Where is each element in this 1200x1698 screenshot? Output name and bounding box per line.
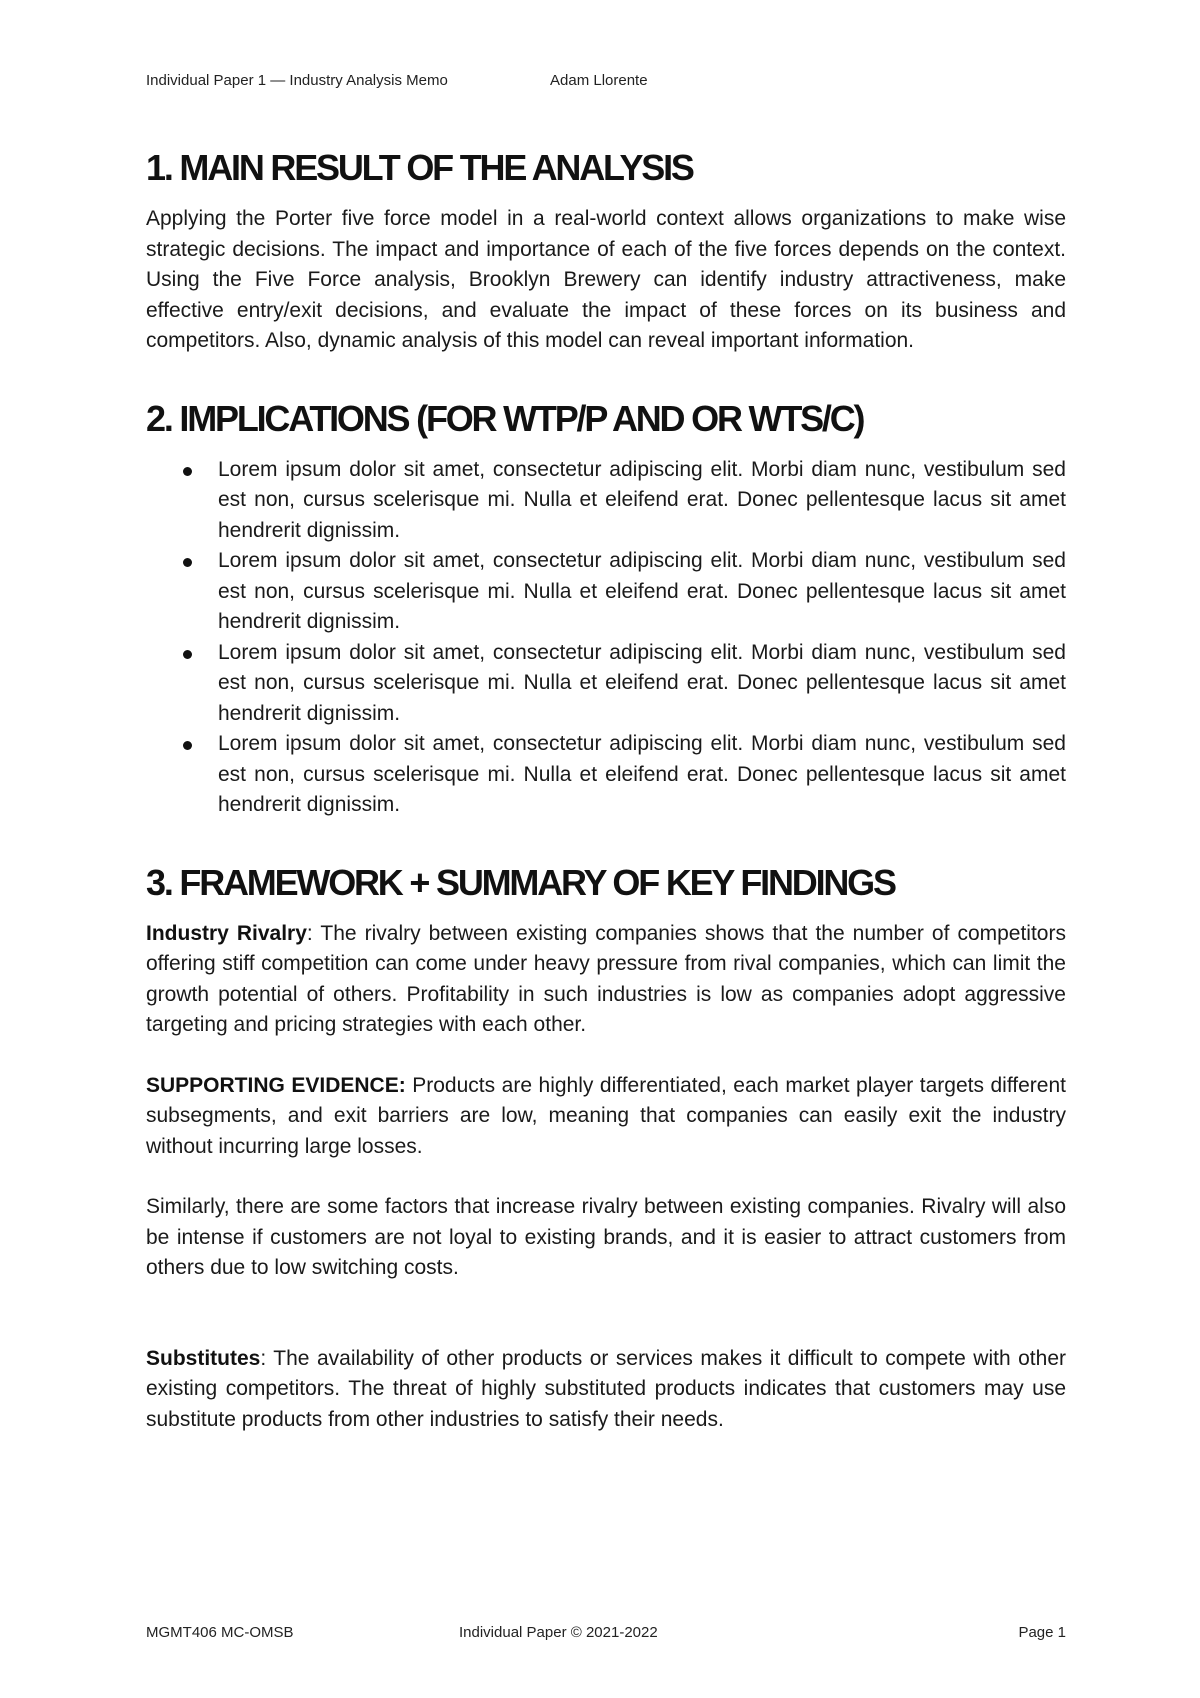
implications-list (146, 455, 1066, 821)
industry-rivalry-text: : The rivalry between existing companies shows that the number of competitors offering stiff competition can come under heavy pressure from rival companies, which can limit the growth potential of others. Profitability in such industries is low as companies adopt aggressive targeting and pricing strategies with each other. (146, 921, 1066, 1036)
supporting-evidence-label: SUPPORTING EVIDENCE: (146, 1073, 406, 1097)
industry-rivalry-paragraph (146, 919, 1066, 1041)
footer-page-number: Page 1 (1018, 1624, 1066, 1641)
header-author: Adam Llorente (550, 72, 648, 89)
section-2-heading: 2. IMPLICATIONS (FOR WTP/P AND OR WTS/C) (146, 397, 864, 439)
list-item (218, 455, 1066, 547)
list-item (218, 638, 1066, 730)
header-title: Individual Paper 1 — Industry Analysis Memo (146, 72, 448, 89)
bullet-icon (183, 650, 192, 659)
supporting-evidence-text: Products are highly differentiated, each market player targets different subsegments, and exit barriers are low, meaning that companies can easily exit the industry without incurring large losses. (146, 1073, 1066, 1158)
list-item (218, 546, 1066, 638)
bullet-icon (183, 467, 192, 476)
section-1-paragraph: Applying the Porter five force model in a real-world context allows organizations to make wise strategic decisions. The impact and importance of each of the five forces depends on the context. Using the Five Force analysis, Brooklyn Brewery can identify industry attractiveness, make effective entry/exit decisions, and evaluate the impact of these forces on its business and competitors. Also, dynamic analysis of this model can reveal important information. (146, 207, 1066, 352)
substitutes-paragraph (146, 1344, 1066, 1436)
section-3-heading: 3. FRAMEWORK + SUMMARY OF KEY FINDINGS (146, 861, 895, 903)
list-item-text: Lorem ipsum dolor sit amet, consectetur adipiscing elit. Morbi diam nunc, vestibulum sed est non, cursus scelerisque mi. Nulla et eleifend erat. Donec pellentesque lacus sit amet hendrerit dignissim. (218, 732, 1066, 816)
document-body (146, 146, 1066, 1435)
substitutes-text: : The availability of other products or services makes it difficult to compete with other existing competitors. The threat of highly substituted products indicates that customers may use substitute products from other industries to satisfy their needs. (146, 1346, 1066, 1431)
bullet-icon (183, 558, 192, 567)
supporting-evidence-paragraph (146, 1071, 1066, 1163)
industry-rivalry-label: Industry Rivalry (146, 921, 307, 945)
footer-course: MGMT406 MC-OMSB (146, 1624, 294, 1641)
similarly-paragraph: Similarly, there are some factors that increase rivalry between existing companies. Rivalry will also be intense if customers are not loyal to existing brands, and it is easier to attract customers from others due to low switching costs. (146, 1195, 1066, 1279)
bullet-icon (183, 741, 192, 750)
footer-copyright: Individual Paper © 2021-2022 (459, 1624, 658, 1641)
list-item-text: Lorem ipsum dolor sit amet, consectetur adipiscing elit. Morbi diam nunc, vestibulum sed est non, cursus scelerisque mi. Nulla et eleifend erat. Donec pellentesque lacus sit amet hendrerit dignissim. (218, 640, 1066, 725)
list-item (218, 729, 1066, 821)
section-1-heading: 1. MAIN RESULT OF THE ANALYSIS (146, 147, 693, 188)
substitutes-label: Substitutes (146, 1346, 261, 1370)
list-item-text: Lorem ipsum dolor sit amet, consectetur adipiscing elit. Morbi diam nunc, vestibulum sed est non, cursus scelerisque mi. Nulla et eleifend erat. Donec pellentesque lacus sit amet hendrerit dignissim. (218, 457, 1066, 542)
list-item-text: Lorem ipsum dolor sit amet, consectetur adipiscing elit. Morbi diam nunc, vestibulum sed est non, cursus scelerisque mi. Nulla et eleifend erat. Donec pellentesque lacus sit amet hendrerit dignissim. (218, 549, 1066, 633)
